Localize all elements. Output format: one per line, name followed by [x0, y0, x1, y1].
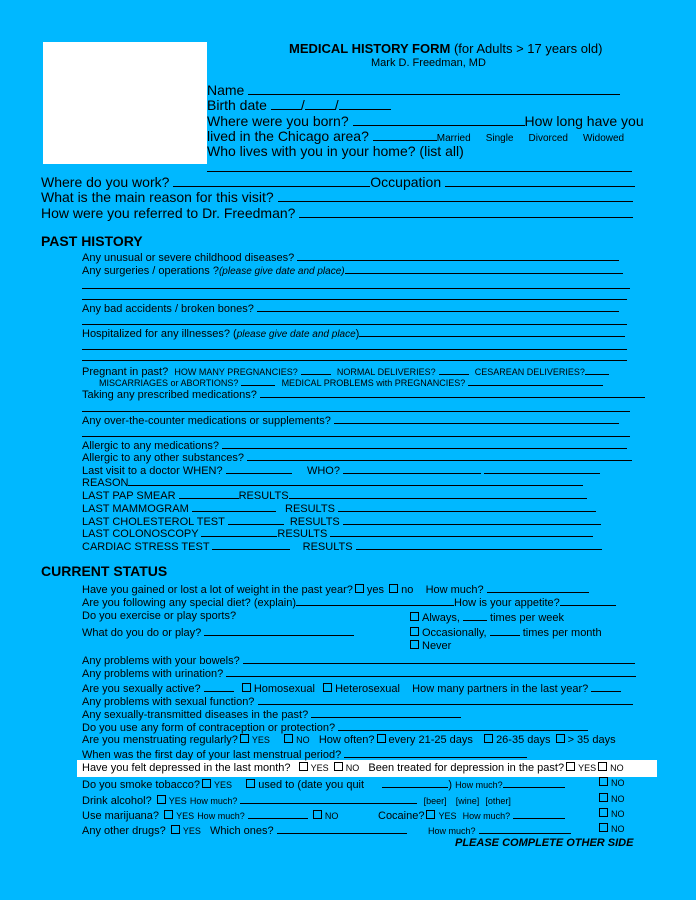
std-field[interactable]	[311, 707, 461, 718]
label: CESAREAN DELIVERIES?	[474, 367, 585, 377]
label: Drink alcohol?	[82, 795, 152, 807]
checkbox[interactable]	[599, 823, 608, 832]
blank-line[interactable]	[82, 411, 630, 412]
label: RESULTS	[289, 516, 340, 528]
blank-line[interactable]	[82, 299, 627, 300]
checkbox[interactable]	[410, 612, 419, 621]
childhood-field[interactable]	[297, 250, 619, 261]
first-day-field[interactable]	[344, 747, 527, 758]
always-option	[408, 610, 564, 625]
otc-row	[82, 413, 619, 428]
married-option[interactable]: Married	[436, 133, 471, 144]
label: Name	[207, 82, 245, 98]
partners-field[interactable]	[591, 681, 621, 692]
checkbox[interactable]	[313, 810, 322, 819]
checkbox[interactable]	[484, 734, 493, 743]
label: > 35 days	[567, 734, 616, 746]
lived-field[interactable]	[373, 128, 437, 141]
slash: /	[334, 97, 339, 113]
marijuana-amount-field[interactable]	[248, 808, 308, 819]
prescribed-field[interactable]	[260, 387, 645, 398]
visit-reason-field[interactable]	[128, 475, 583, 486]
label: Where do you work?	[41, 174, 170, 190]
label: Birth date	[207, 97, 267, 113]
cardiac-date-field[interactable]	[212, 539, 290, 550]
smoke-no	[597, 777, 625, 790]
urination-field[interactable]	[226, 666, 636, 677]
label: Are you sexually active?	[82, 683, 201, 695]
label: WHO?	[306, 465, 340, 477]
label: Always,	[422, 612, 460, 624]
label: How much?	[425, 584, 484, 596]
label: RESULTS	[302, 541, 353, 553]
born-row	[207, 113, 644, 129]
label: Allergic to any medications?	[82, 440, 219, 452]
when-field[interactable]	[226, 463, 292, 474]
label: How long have you	[524, 113, 644, 129]
label: CARDIAC STRESS TEST	[82, 541, 210, 553]
contraception-field[interactable]	[338, 720, 588, 731]
label: How much?	[428, 826, 476, 836]
checkbox[interactable]	[323, 683, 332, 692]
label: YES	[214, 780, 233, 790]
checkbox[interactable]	[599, 808, 608, 817]
label: Do you use any form of contraception or protection?	[82, 722, 336, 734]
colonoscopy-date-field[interactable]	[201, 526, 277, 537]
label: times per week	[490, 612, 565, 624]
slash: /	[300, 97, 305, 113]
label: LAST CHOLESTEROL TEST	[82, 516, 225, 528]
checkbox[interactable]	[566, 762, 575, 771]
mammogram-results-field[interactable]	[338, 501, 596, 512]
urination-row	[82, 666, 636, 681]
allergic-other-field[interactable]	[247, 450, 632, 461]
referred-row	[41, 205, 633, 221]
label: YES	[578, 763, 597, 773]
label: Any problems with your bowels?	[82, 655, 240, 667]
cocaine-row	[378, 808, 565, 823]
checkbox[interactable]	[598, 762, 607, 771]
hospitalized-field[interactable]	[359, 326, 625, 337]
beer-option[interactable]: [beer]	[423, 796, 447, 806]
label: Taking any prescribed medications?	[82, 389, 257, 401]
label: NO	[324, 811, 339, 821]
never-option	[408, 640, 451, 653]
mammogram-date-field[interactable]	[192, 501, 276, 512]
paren: )	[355, 328, 360, 340]
label: Are you menstruating regularly?	[82, 734, 238, 746]
med-problems-field[interactable]	[468, 375, 603, 386]
miscarriages-field[interactable]	[241, 375, 275, 386]
label: Never	[422, 640, 452, 652]
cocaine-amount-field[interactable]	[513, 808, 565, 819]
sexual-function-field[interactable]	[258, 694, 633, 705]
label: What do you do or play?	[82, 627, 202, 639]
label: no	[401, 584, 414, 596]
per-month-field[interactable]	[490, 625, 520, 636]
work-row	[41, 174, 635, 190]
label: RESULTS	[238, 490, 289, 502]
pap-results-field[interactable]	[289, 488, 587, 499]
wine-option[interactable]: [wine]	[455, 796, 480, 806]
alcohol-no	[597, 793, 625, 806]
label: YES	[310, 763, 329, 773]
bowels-field[interactable]	[243, 653, 635, 664]
other-option[interactable]: [other]	[485, 796, 511, 806]
label: MEDICAL PROBLEMS with PREGNANCIES?	[281, 378, 466, 388]
label: HOW MANY PREGNANCIES?	[174, 367, 298, 377]
contraception-row	[82, 720, 588, 735]
label: used to (date you quit	[258, 779, 365, 791]
surgeries-row	[82, 263, 623, 278]
label: Homosexual	[253, 683, 315, 695]
label: YES	[251, 735, 270, 745]
label: NO	[610, 763, 624, 773]
referred-field[interactable]	[299, 205, 633, 218]
colonoscopy-results-field[interactable]	[330, 526, 593, 537]
label: Which ones?	[210, 825, 274, 837]
note: (please give date and place)	[218, 266, 345, 277]
blank-line[interactable]	[82, 349, 627, 350]
blank-line[interactable]	[82, 360, 627, 361]
single-option[interactable]: Single	[485, 133, 514, 144]
label: NO	[345, 763, 360, 773]
label: Allergic to any other substances?	[82, 452, 245, 464]
title-note: (for Adults > 17 years old)	[453, 41, 603, 56]
pregnancies-field[interactable]	[301, 364, 331, 375]
divorced-option[interactable]: Divorced	[528, 133, 568, 144]
label: Any sexually-transmitted diseases in the past?	[82, 709, 309, 721]
label: RESULTS	[285, 503, 335, 515]
footer-note: PLEASE COMPLETE OTHER SIDE	[455, 837, 634, 849]
smoke-row	[82, 777, 565, 792]
label: every 21-25 days	[388, 734, 473, 746]
note: please give date and place	[236, 329, 356, 340]
label: How much?	[455, 780, 503, 790]
title: MEDICAL HISTORY FORM	[289, 41, 451, 56]
label: How often?	[318, 734, 375, 746]
birth-year-field[interactable]	[339, 97, 391, 110]
label: When was the first day of your last menstrual period?	[82, 749, 342, 761]
reason-field[interactable]	[278, 189, 633, 202]
checkbox[interactable]	[389, 584, 398, 593]
other-drugs-no	[597, 823, 625, 836]
cardiac-row	[82, 539, 602, 554]
label: NO	[611, 809, 625, 819]
checkbox[interactable]	[202, 779, 211, 788]
who-lives-field[interactable]	[207, 171, 632, 172]
checkbox[interactable]	[599, 777, 608, 786]
label: REASON	[82, 477, 129, 489]
per-week-field[interactable]	[463, 610, 487, 621]
diet-row	[82, 595, 616, 610]
label: Heterosexual	[335, 683, 400, 695]
otc-field[interactable]	[334, 413, 619, 424]
checkbox[interactable]	[426, 810, 435, 819]
label: Have you gained or lost a lot of weight in the past year?	[82, 584, 353, 596]
pap-date-field[interactable]	[179, 488, 239, 499]
label: MISCARRIAGES or ABORTIONS?	[99, 378, 239, 388]
label: NO	[611, 778, 625, 788]
birth-row	[207, 97, 391, 113]
label: YES	[176, 811, 195, 821]
occupation-field[interactable]	[445, 174, 635, 187]
form-title	[289, 42, 602, 55]
exercise-label: Do you exercise or play sports?	[82, 610, 237, 622]
hospitalized-row	[82, 326, 625, 341]
who-field[interactable]	[343, 463, 481, 474]
label: Do you smoke tobacco?	[82, 779, 201, 791]
blank-line[interactable]	[82, 436, 630, 437]
label: Use marijuana?	[82, 810, 160, 822]
label: LAST MAMMOGRAM	[82, 503, 189, 515]
blank-line[interactable]	[82, 324, 627, 325]
label: NO	[296, 735, 310, 745]
what-do-row	[82, 625, 354, 640]
label: How many partners in the last year?	[412, 683, 589, 695]
label: )	[448, 779, 453, 791]
which-drugs-field[interactable]	[277, 823, 407, 834]
allergic-meds-field[interactable]	[222, 438, 627, 449]
label: Been treated for depression in the past?	[368, 762, 565, 774]
label: Occasionally,	[422, 627, 487, 639]
label: lived in the Chicago area?	[207, 128, 369, 144]
label: NO	[611, 794, 625, 804]
current-status-heading: CURRENT STATUS	[41, 563, 168, 579]
blank-line[interactable]	[82, 288, 630, 289]
occasionally-option	[408, 625, 602, 640]
checkbox[interactable]	[355, 584, 364, 593]
cholesterol-results-field[interactable]	[343, 514, 601, 525]
birth-day-field[interactable]	[305, 97, 335, 110]
label: Any other drugs?	[82, 825, 166, 837]
label: NO	[611, 824, 625, 834]
born-field[interactable]	[353, 113, 525, 126]
photo-box	[43, 42, 207, 164]
other-drugs-amount	[428, 823, 571, 838]
label: How is your appetite?	[454, 597, 560, 609]
checkbox[interactable]	[334, 762, 343, 771]
label: YES	[438, 811, 457, 821]
checkbox[interactable]	[246, 779, 255, 788]
appetite-field[interactable]	[560, 595, 616, 606]
quit-date-field[interactable]	[382, 777, 448, 788]
cocaine-no	[597, 808, 625, 821]
label: Any surgeries / operations ?	[82, 265, 219, 277]
first-day-row	[82, 747, 527, 762]
prescribed-row	[82, 387, 645, 402]
label: YES	[182, 826, 201, 836]
checkbox[interactable]	[556, 734, 565, 743]
normal-deliveries-field[interactable]	[439, 364, 469, 375]
checkbox[interactable]	[157, 795, 166, 804]
reason-row	[41, 189, 633, 205]
checkbox[interactable]	[299, 762, 308, 771]
label: Cocaine?	[378, 810, 425, 822]
label: LAST COLONOSCOPY	[82, 528, 199, 540]
past-history-heading: PAST HISTORY	[41, 233, 143, 249]
label: Any over-the-counter medications or supplements?	[82, 415, 331, 427]
label: How much?	[189, 796, 238, 806]
label: 26-35 days	[496, 734, 551, 746]
doctor-name: Mark D. Freedman, MD	[371, 57, 486, 69]
accidents-row	[82, 301, 619, 316]
label: Are you following any special diet? (explain)	[82, 597, 297, 609]
who-field-2[interactable]	[484, 463, 600, 474]
label: How were you referred to Dr. Freedman?	[41, 205, 296, 221]
menstruating-row	[82, 734, 616, 747]
label: RESULTS	[277, 528, 328, 540]
surgeries-field[interactable]	[345, 263, 623, 274]
alcohol-amount-field[interactable]	[240, 793, 417, 804]
checkbox[interactable]	[240, 734, 249, 743]
name-field[interactable]	[248, 82, 620, 95]
label: Occupation	[370, 174, 442, 190]
label: Any problems with sexual function?	[82, 696, 255, 708]
label: How much?	[462, 811, 511, 821]
alcohol-row	[82, 793, 511, 808]
label: What is the main reason for this visit?	[41, 189, 274, 205]
cardiac-results-field[interactable]	[356, 539, 602, 550]
checkbox[interactable]	[599, 793, 608, 802]
checkbox[interactable]	[171, 825, 180, 834]
label: LAST PAP SMEAR	[82, 490, 176, 502]
label: Any problems with urination?	[82, 668, 224, 680]
label: Have you felt depressed in the last month?	[82, 762, 291, 774]
checkbox[interactable]	[284, 734, 293, 743]
label: Any bad accidents / broken bones?	[82, 303, 254, 315]
weight-amount-field[interactable]	[487, 582, 589, 593]
marijuana-row	[82, 808, 338, 823]
label: Hospitalized for any illnesses? (	[82, 328, 237, 340]
cholesterol-date-field[interactable]	[228, 514, 284, 525]
widowed-option[interactable]: Widowed	[582, 133, 625, 144]
checkbox[interactable]	[164, 810, 173, 819]
name-row	[207, 82, 620, 98]
checkbox[interactable]	[410, 640, 419, 649]
accidents-field[interactable]	[257, 301, 619, 312]
label: yes	[366, 584, 385, 596]
checkbox[interactable]	[410, 627, 419, 636]
birth-month-field[interactable]	[271, 97, 301, 110]
label: Pregnant in past?	[82, 366, 169, 378]
label: How much?	[197, 811, 245, 821]
depressed-row	[82, 762, 624, 775]
checkbox[interactable]	[242, 683, 251, 692]
other-drugs-row	[82, 823, 407, 838]
checkbox[interactable]	[377, 734, 386, 743]
label: NORMAL DELIVERIES?	[336, 367, 436, 377]
activity-field[interactable]	[204, 625, 354, 636]
work-field[interactable]	[173, 174, 370, 187]
label: Last visit to a doctor WHEN?	[82, 465, 223, 477]
smoke-amount-field[interactable]	[503, 777, 565, 788]
label: Where were you born?	[207, 113, 349, 129]
label: Any unusual or severe childhood diseases?	[82, 252, 295, 264]
label: YES	[168, 796, 187, 806]
who-lives-label: Who lives with you in your home? (list all)	[207, 143, 464, 159]
diet-field[interactable]	[296, 595, 454, 606]
sexually-active-field[interactable]	[204, 681, 234, 692]
cesarean-field[interactable]	[585, 364, 609, 375]
label: times per month	[522, 627, 602, 639]
drugs-amount-field[interactable]	[479, 823, 571, 834]
